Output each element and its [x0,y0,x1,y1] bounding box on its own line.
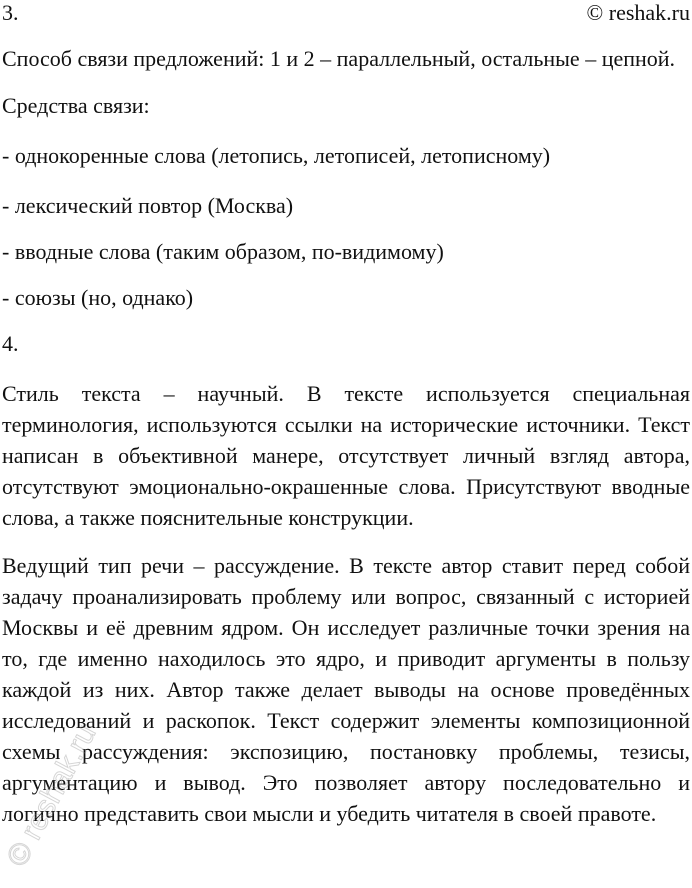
header [2,0,690,28]
means-title: Средства связи: [2,93,150,118]
connection-method-paragraph: Способ связи предложений: 1 и 2 – параллельный, остальные – цепной. [2,46,676,71]
list-item: - союзы (но, однако) [2,285,194,310]
list-item: - лексический повтор (Москва) [2,193,294,218]
document [2,0,690,845]
copyright-text: © reshak.ru [586,0,690,25]
section-number-3: 3. [2,0,19,25]
list-item: - однокоренные слова (летопись, летописей, летописному) [2,143,551,168]
svg-text:© reshak.ru: © reshak.ru [0,719,103,872]
speech-type-paragraph: Ведущий тип речи – рассуждение. В тексте автор ставит перед собой задачу проанализировать проблему или вопрос, связанный с историей Москвы и её древним ядром. Он исследует различные точки зрения на то, где именно находилось это ядро, и приводит аргументы в пользу каждой из них. Автор также делает выводы на основе проведённых исследований и раскопок. Текст содержит элементы композиционной схемы рассуждения: экспозицию, постановку проблемы, тезисы, аргументацию и вывод. Это позволяет автору последовательно и логично представить свои мысли и убедить читателя в своей правоте. [2,553,690,826]
list-item: - вводные слова (таким образом, по-видимому) [2,239,444,264]
section-number-4: 4. [2,331,19,356]
style-paragraph: Стиль текста – научный. В тексте используется специальная терминология, используются ссылки на исторические источники. Текст написан в объективной манере, отсутствует личный взгляд автора, отсутствуют эмоционально-окрашенные слова. Присутствуют вводные слова, а также пояснительные конструкции. [2,381,690,530]
